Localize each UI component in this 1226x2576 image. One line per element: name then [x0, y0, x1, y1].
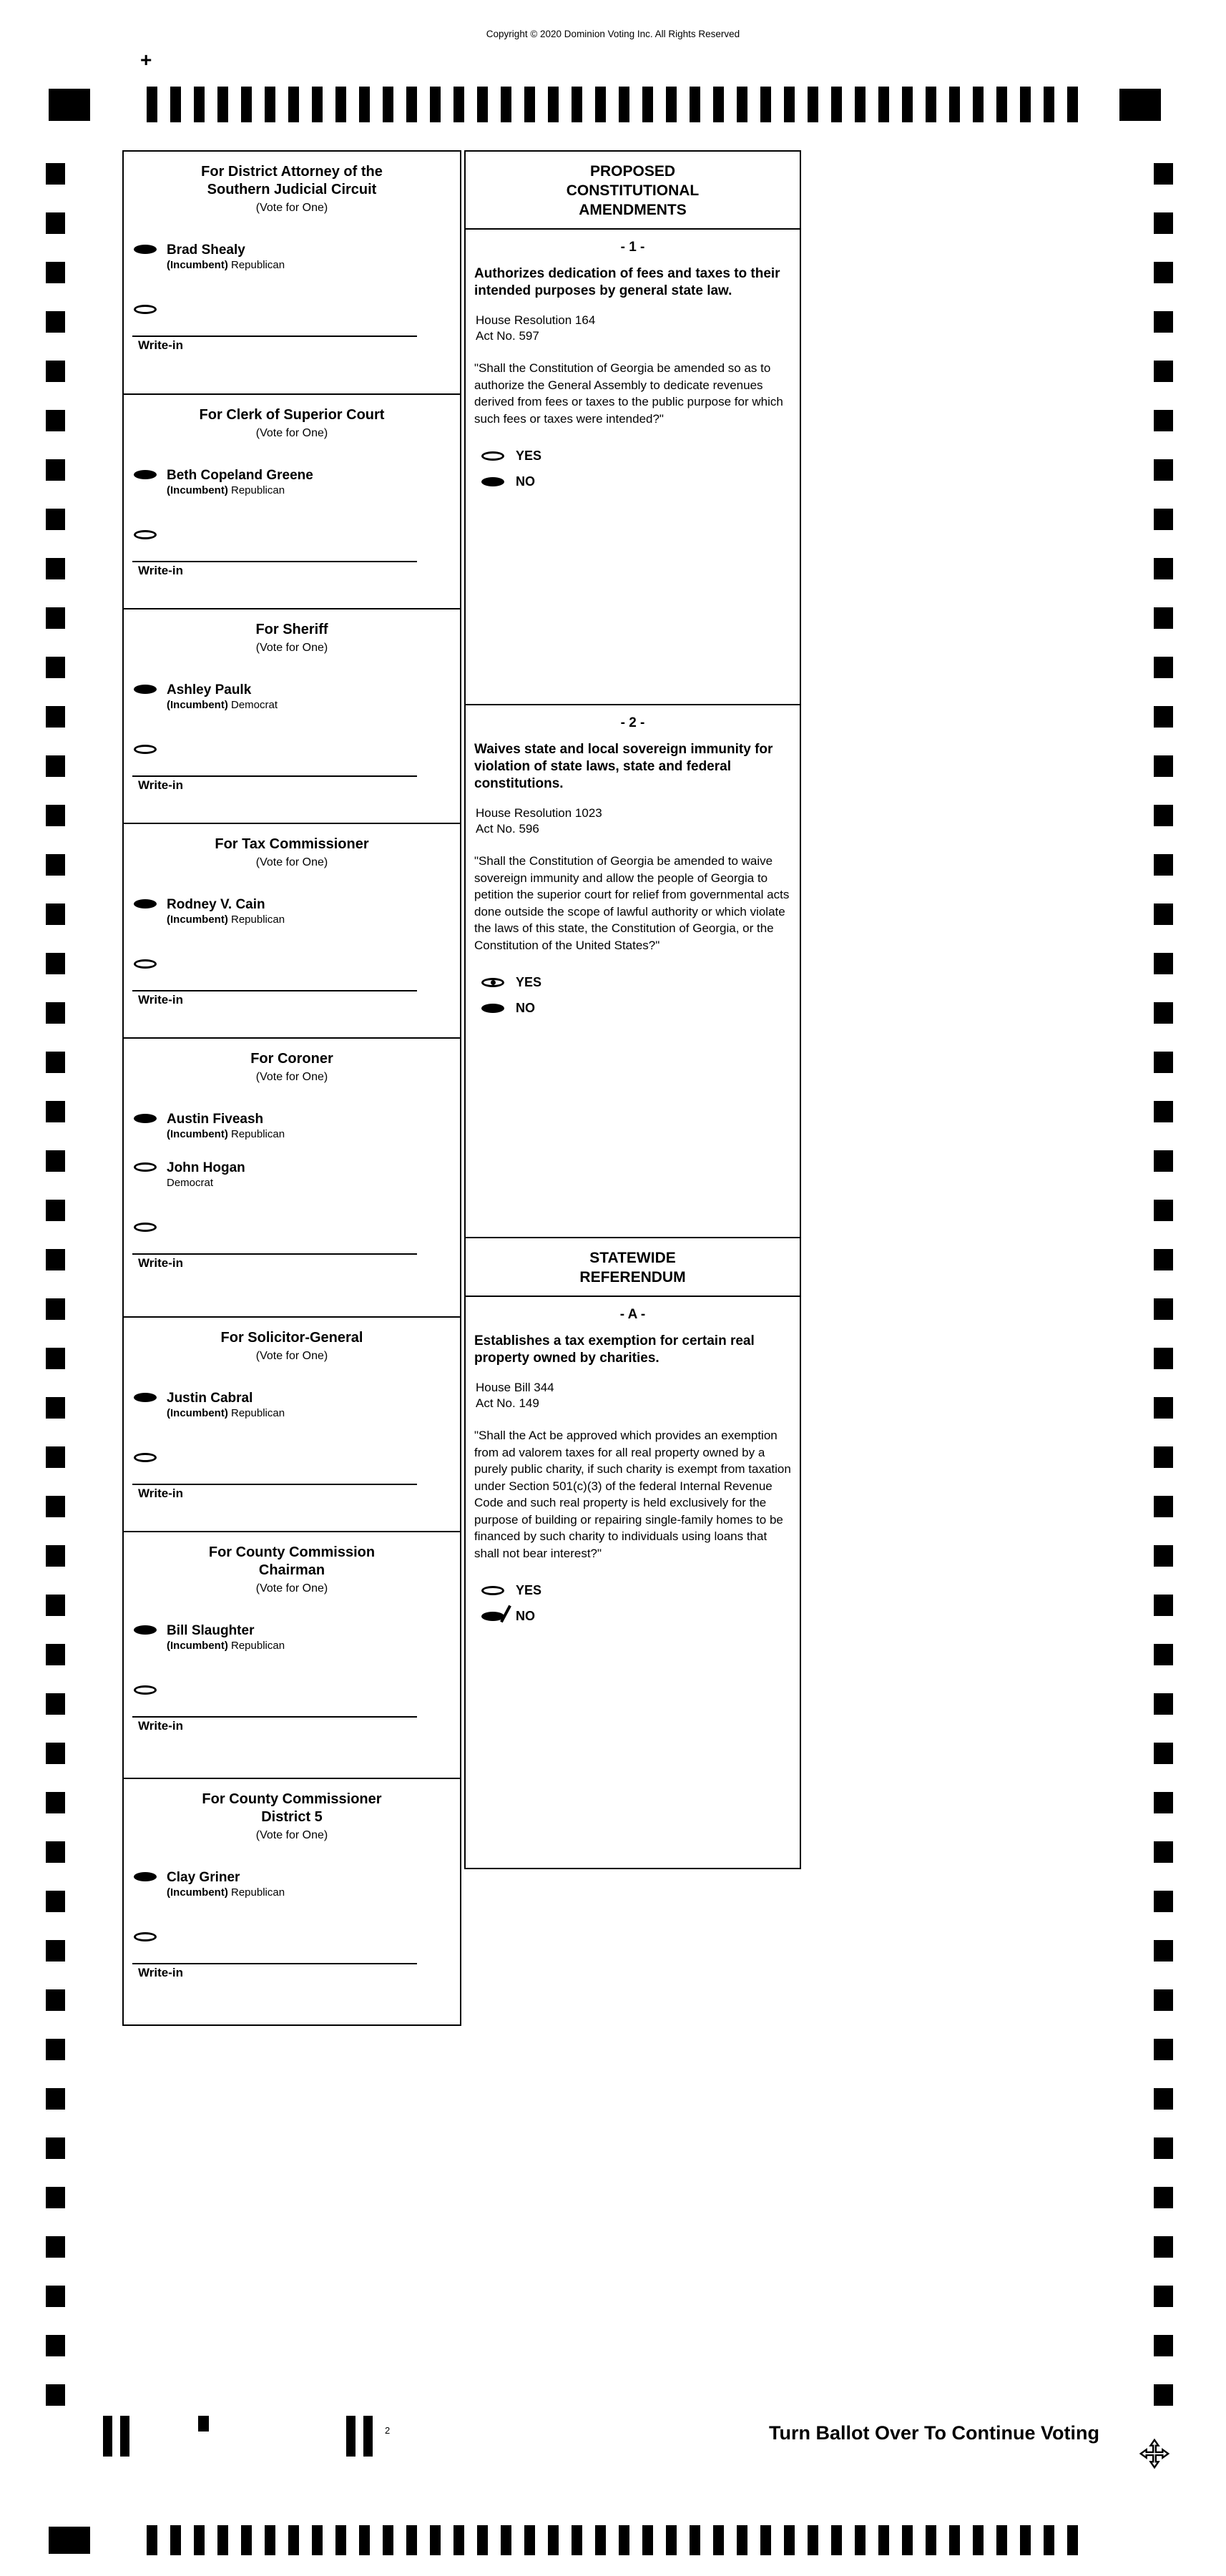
calibration-mark — [198, 2416, 209, 2431]
measure-references — [476, 805, 790, 837]
contest-solicitor-general — [124, 1316, 460, 1531]
option-label: YES — [516, 449, 542, 463]
candidate-party — [167, 1639, 285, 1652]
write-in-label: Write-in — [138, 1256, 183, 1270]
measure-references — [476, 313, 790, 344]
vote-for-one-label: (Vote for One) — [255, 1582, 328, 1595]
candidate-party — [167, 258, 285, 272]
timing-marks-right — [1154, 163, 1173, 2409]
contest-title: For District Attorney of the Southern Judicial Circuit — [201, 164, 383, 197]
option-label: NO — [516, 1001, 535, 1015]
write-in-label: Write-in — [138, 1487, 183, 1500]
option-row-yes — [481, 449, 800, 464]
candidate-row — [134, 682, 460, 712]
candidate-name: Clay Griner — [167, 1870, 240, 1885]
contest-header — [124, 152, 460, 223]
measure-ref: House Resolution 1023 — [476, 806, 602, 820]
vote-bubble-no[interactable] — [481, 1004, 504, 1013]
write-in-vote-bubble[interactable] — [134, 1932, 157, 1941]
incumbent-label: (Incumbent) — [167, 1886, 228, 1899]
party-label: Republican — [231, 1128, 285, 1140]
write-in-label: Write-in — [138, 1719, 183, 1733]
write-in-area[interactable] — [132, 1963, 417, 1987]
vote-for-one-label: (Vote for One) — [255, 427, 328, 439]
candidate-name: Rodney V. Cain — [167, 897, 265, 912]
write-in-vote-bubble[interactable] — [134, 1685, 157, 1695]
contest-title: For Sheriff — [255, 622, 328, 637]
candidate-name: Ashley Paulk — [167, 682, 252, 697]
vote-for-one-label: (Vote for One) — [255, 202, 328, 214]
measure-summary: Waives state and local sovereign immunity for violation of state laws, state and federal constitutions. — [474, 742, 773, 791]
write-in-label: Write-in — [138, 778, 183, 792]
vote-bubble[interactable] — [134, 1872, 157, 1881]
write-in-vote-bubble[interactable] — [134, 959, 157, 969]
incumbent-label: (Incumbent) — [167, 484, 228, 496]
measure-ref: House Resolution 164 — [476, 313, 596, 327]
option-row-no — [481, 474, 800, 489]
write-in-candidate-row — [134, 1220, 460, 1232]
party-label: Republican — [231, 259, 285, 271]
candidate-name: John Hogan — [167, 1160, 245, 1175]
incumbent-label: (Incumbent) — [167, 1407, 228, 1419]
candidate-party — [167, 1886, 285, 1899]
sheet-mark-label: 2 — [385, 2425, 391, 2436]
measure-question: "Shall the Constitution of Georgia be amended so as to authorize the General Assembly to dedicate revenues derived from fees or taxes to the public purpose for which such fees or taxes were intended?" — [474, 361, 783, 426]
candidate-party — [167, 698, 278, 712]
measure-ref: Act No. 149 — [476, 1396, 539, 1410]
write-in-area[interactable] — [132, 775, 417, 800]
candidate-name: Beth Copeland Greene — [167, 468, 313, 483]
write-in-candidate-row — [134, 1450, 460, 1462]
candidate-row — [134, 896, 460, 926]
contest-header — [124, 1318, 460, 1371]
write-in-area[interactable] — [132, 1253, 417, 1278]
registration-plus-mark: + — [140, 49, 152, 71]
candidate-row — [134, 467, 460, 497]
measure-question: "Shall the Act be approved which provides an exemption from ad valorem taxes for all real property owned by a purely public charity, if such charity is exempt from taxation under Section 501(c)(3) of the federal Internal Revenue Code and such real property is held exclusively for the purpose of building or repairing single-family homes to be financed by such charity to individuals using loans that shall not bear interest?" — [474, 1429, 791, 1560]
timing-marks-left — [46, 163, 65, 2409]
write-in-label: Write-in — [138, 993, 183, 1007]
contest-title: For County Commissioner District 5 — [202, 1791, 382, 1825]
candidate-name: Austin Fiveash — [167, 1112, 264, 1127]
contest-title: For Solicitor-General — [220, 1330, 363, 1346]
measure-number: - 2 - — [620, 715, 645, 730]
option-label: YES — [516, 1583, 542, 1597]
write-in-vote-bubble[interactable] — [134, 1223, 157, 1232]
contest-header — [124, 609, 460, 663]
vote-bubble-yes[interactable] — [481, 451, 504, 461]
vote-bubble[interactable] — [134, 899, 157, 909]
party-label: Democrat — [231, 699, 278, 711]
measure-amendment-1 — [466, 228, 800, 704]
vote-bubble[interactable] — [134, 1393, 157, 1402]
measure-amendment-2 — [466, 704, 800, 1237]
incumbent-label: (Incumbent) — [167, 1640, 228, 1652]
vote-bubble[interactable] — [134, 1162, 157, 1172]
party-label: Republican — [231, 484, 285, 496]
contest-header — [124, 824, 460, 878]
party-label: Republican — [231, 1407, 285, 1419]
vote-for-one-label: (Vote for One) — [255, 1350, 328, 1362]
contest-header — [124, 395, 460, 449]
vote-for-one-label: (Vote for One) — [255, 856, 328, 868]
option-label: YES — [516, 975, 542, 989]
timing-marks-top — [147, 87, 1080, 122]
party-label: Republican — [231, 914, 285, 926]
calibration-mark — [103, 2416, 112, 2457]
vote-bubble[interactable] — [134, 470, 157, 479]
vote-for-one-label: (Vote for One) — [255, 642, 328, 654]
contest-coroner — [124, 1037, 460, 1316]
contest-clerk-superior-court — [124, 393, 460, 608]
write-in-candidate-row — [134, 956, 460, 969]
proposed-amendments-header: PROPOSED CONSTITUTIONAL AMENDMENTS — [466, 150, 800, 228]
option-row-no — [481, 1609, 800, 1624]
option-row-no — [481, 1001, 800, 1016]
candidate-row — [134, 242, 460, 272]
party-label: Republican — [231, 1640, 285, 1652]
vote-bubble-yes[interactable] — [481, 1586, 504, 1595]
contests-column — [122, 150, 461, 2026]
write-in-area[interactable] — [132, 561, 417, 585]
write-in-area[interactable] — [132, 990, 417, 1014]
incumbent-label: (Incumbent) — [167, 914, 228, 926]
timing-mark-top-right — [1119, 89, 1161, 121]
measures-column — [464, 150, 801, 1869]
candidate-row — [134, 1390, 460, 1420]
contest-title: For Clerk of Superior Court — [199, 407, 385, 423]
contest-county-commissioner-district-5 — [124, 1778, 460, 2024]
contest-header — [124, 1039, 460, 1092]
calibration-mark — [346, 2416, 355, 2457]
vote-for-one-label: (Vote for One) — [255, 1071, 328, 1083]
write-in-area[interactable] — [132, 1716, 417, 1740]
vote-bubble[interactable] — [134, 245, 157, 254]
party-label: Republican — [231, 1886, 285, 1899]
calibration-mark — [363, 2416, 373, 2457]
candidate-party — [167, 1127, 285, 1141]
candidate-row — [134, 1622, 460, 1652]
contest-county-commission-chairman — [124, 1531, 460, 1778]
write-in-candidate-row — [134, 302, 460, 314]
vote-bubble[interactable] — [134, 1114, 157, 1123]
contest-sheriff — [124, 608, 460, 823]
write-in-label: Write-in — [138, 564, 183, 577]
copyright-notice: Copyright © 2020 Dominion Voting Inc. All Rights Reserved — [486, 29, 740, 39]
measure-ref: House Bill 344 — [476, 1381, 554, 1394]
contest-title: For Coroner — [250, 1051, 333, 1067]
write-in-area[interactable] — [132, 1484, 417, 1508]
contest-header — [124, 1532, 460, 1604]
vote-bubble[interactable] — [134, 685, 157, 694]
contest-tax-commissioner — [124, 823, 460, 1037]
candidate-party — [167, 913, 285, 926]
write-in-label: Write-in — [138, 1966, 183, 1979]
write-in-vote-bubble[interactable] — [134, 530, 157, 539]
timing-mark-top-left — [49, 89, 90, 121]
measure-number: - A - — [619, 1307, 646, 1322]
vote-bubble-no[interactable] — [481, 1612, 504, 1621]
write-in-vote-bubble[interactable] — [134, 745, 157, 754]
candidate-party — [167, 1406, 285, 1420]
write-in-candidate-row — [134, 742, 460, 754]
candidate-party — [167, 484, 313, 497]
party-label: Democrat — [167, 1177, 214, 1189]
contest-district-attorney — [124, 150, 460, 393]
measure-number: - 1 - — [620, 240, 645, 255]
measure-ref: Act No. 597 — [476, 329, 539, 343]
option-row-yes — [481, 1583, 800, 1598]
write-in-candidate-row — [134, 1683, 460, 1695]
measure-question: "Shall the Constitution of Georgia be amended to waive sovereign immunity and allow the people of Georgia to petition the superior court for relief from governmental acts done outside the scope of lawful authority or which violate the laws of this state, the Constitution of Georgia, or the Constitution of the United States?" — [474, 854, 790, 952]
contest-title: For Tax Commissioner — [215, 836, 369, 852]
write-in-label: Write-in — [138, 338, 183, 352]
candidate-row — [134, 1869, 460, 1899]
measure-references — [476, 1380, 790, 1411]
candidate-party — [167, 1176, 245, 1190]
calibration-mark — [120, 2416, 129, 2457]
candidate-name: Brad Shealy — [167, 243, 245, 258]
measure-summary: Authorizes dedication of fees and taxes to their intended purposes by general state law. — [474, 266, 780, 298]
candidate-name: Bill Slaughter — [167, 1623, 255, 1638]
vote-bubble[interactable] — [134, 1625, 157, 1635]
write-in-candidate-row — [134, 1929, 460, 1941]
write-in-area[interactable] — [132, 336, 417, 360]
write-in-vote-bubble[interactable] — [134, 305, 157, 314]
measure-referendum-a — [466, 1296, 800, 1868]
option-label: NO — [516, 1609, 535, 1623]
timing-marks-bottom — [147, 2525, 1080, 2555]
measure-summary: Establishes a tax exemption for certain real property owned by charities. — [474, 1333, 755, 1366]
contest-header — [124, 1779, 460, 1851]
candidate-row — [134, 1160, 460, 1190]
vote-bubble-yes[interactable] — [481, 978, 504, 987]
option-row-yes — [481, 975, 800, 990]
write-in-vote-bubble[interactable] — [134, 1453, 157, 1462]
statewide-referendum-header: STATEWIDE REFERENDUM — [466, 1237, 800, 1296]
write-in-candidate-row — [134, 527, 460, 539]
contest-title: For County Commission Chairman — [208, 1544, 376, 1578]
incumbent-label: (Incumbent) — [167, 699, 228, 711]
timing-mark-bottom-left — [49, 2527, 90, 2554]
turn-ballot-over-text: Turn Ballot Over To Continue Voting — [769, 2422, 1099, 2444]
vote-for-one-label: (Vote for One) — [255, 1829, 328, 1841]
measure-ref: Act No. 596 — [476, 822, 539, 836]
incumbent-label: (Incumbent) — [167, 259, 228, 271]
four-way-arrow-icon — [1139, 2438, 1170, 2473]
option-label: NO — [516, 474, 535, 489]
candidate-row — [134, 1111, 460, 1141]
candidate-name: Justin Cabral — [167, 1391, 253, 1406]
vote-bubble-no[interactable] — [481, 477, 504, 486]
incumbent-label: (Incumbent) — [167, 1128, 228, 1140]
